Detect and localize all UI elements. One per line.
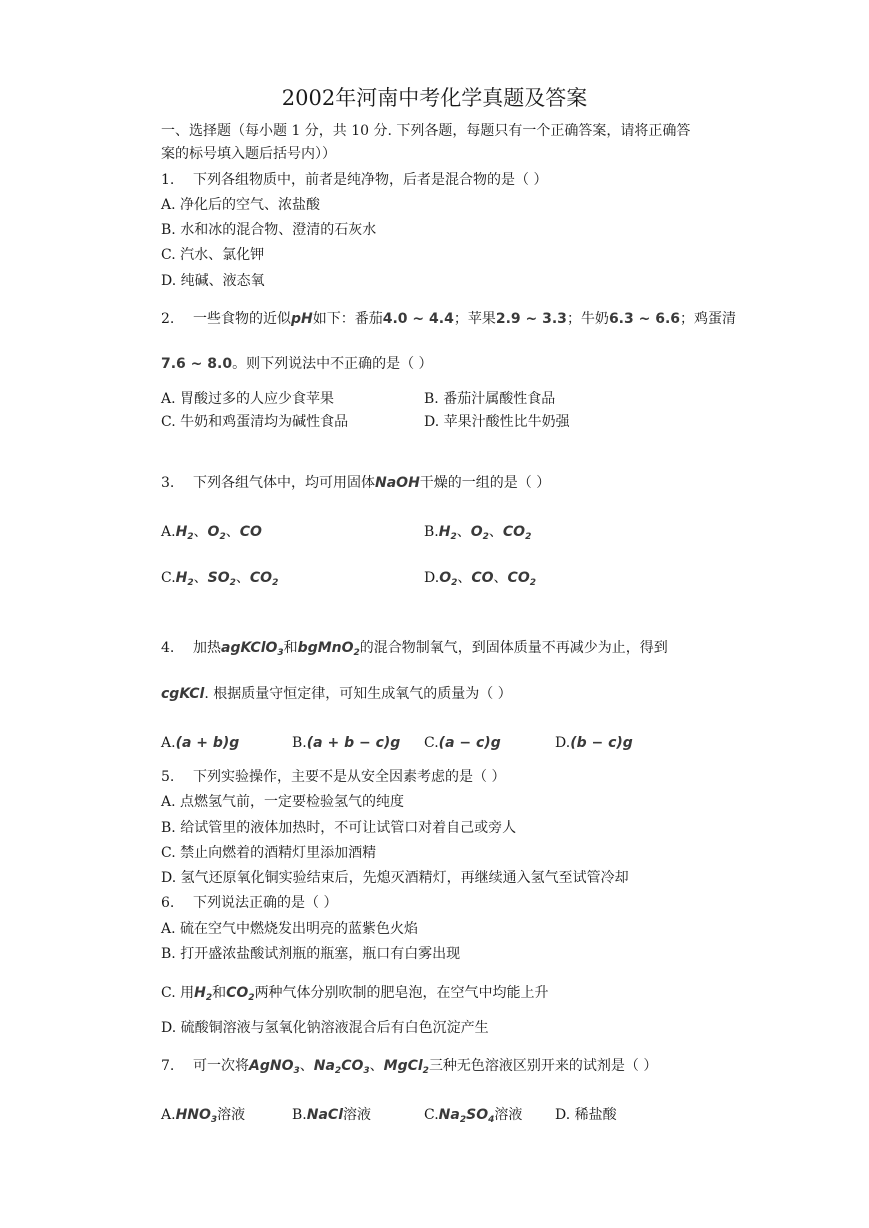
question-6-option-c: C. 用$H_2$和$CO_2$两种气体分别吹制的肥皂泡，在空气中均能上升 — [161, 985, 549, 1003]
question-4-option-a: A.(a + b)g — [161, 735, 240, 751]
question-7-option-a: $A.HNO_3$溶液 — [161, 1107, 246, 1125]
question-3-option-d: $D.O_2$、CO、$CO_2$ — [424, 570, 536, 588]
question-5-option-d: D. 氢气还原氧化铜实验结束后，先熄灭酒精灯，再继续通入氢气至试管冷却 — [161, 870, 629, 886]
apple-ph-range: 2.9 ~ 3.3 — [495, 311, 567, 327]
question-1-option-c: C. 汽水、氯化钾 — [161, 247, 265, 263]
question-number: 6. — [161, 895, 175, 911]
question-3-option-b: $B.H_2$、$O_2$、$CO_2$ — [424, 524, 532, 542]
naoh-formula: NaOH — [375, 475, 420, 491]
question-1-option-a: A. 净化后的空气、浓盐酸 — [161, 197, 321, 213]
question-3-option-c: $C.H_2$、$SO_2$、$CO_2$ — [161, 570, 279, 588]
question-3-stem: 3. 下列各组气体中，均可用固体NaOH干燥的一组的是（ ） — [161, 475, 551, 491]
question-5-option-a: A. 点燃氢气前，一定要检验氢气的纯度 — [161, 794, 405, 810]
question-4-option-d: D.(b − c)g — [555, 735, 633, 751]
question-2-option-c: C. 牛奶和鸡蛋清均为碱性食品 — [161, 414, 349, 430]
question-7-option-b: B.NaCl溶液 — [292, 1107, 371, 1123]
question-7-option-d: D. 稀盐酸 — [555, 1107, 617, 1123]
question-4-stem-line2: cgKCl. 根据质量守恒定律，可知生成氧气的质量为（ ） — [161, 686, 512, 702]
question-5-option-b: B. 给试管里的液体加热时，不可让试管口对着自己或旁人 — [161, 820, 517, 836]
question-5-stem: 5. 下列实验操作，主要不是从安全因素考虑的是（ ） — [161, 769, 506, 785]
question-6-option-d: D. 硫酸铜溶液与氢氧化钠溶液混合后有白色沉淀产生 — [161, 1020, 489, 1036]
question-2-option-a: A. 胃酸过多的人应少食苹果 — [161, 391, 335, 407]
question-number: 2. — [161, 311, 175, 327]
question-4-option-c: C.(a − c)g — [424, 735, 501, 751]
section-heading-line1: 一、选择题（每小题 1 分，共 10 分. 下列各题，每题只有一个正确答案，请将正确答 — [161, 123, 691, 139]
question-6-stem: 6. 下列说法正确的是（ ） — [161, 895, 338, 911]
question-number: 5. — [161, 769, 175, 785]
question-number: 3. — [161, 475, 175, 491]
egg-white-ph-range: 7.6 ~ 8.0 — [161, 356, 233, 372]
ph-formula: pH — [291, 311, 313, 327]
question-7-stem: 7. 可一次将AgNO$_3$、$Na_2CO_3$、MgCl$_2$三种无色溶液区别开来的试剂是（ ） — [161, 1058, 658, 1076]
question-6-option-a: A. 硫在空气中燃烧发出明亮的蓝紫色火焰 — [161, 921, 419, 937]
question-7-option-c: $C.Na_2SO_4$溶液 — [424, 1107, 523, 1125]
kcl-formula: cgKCl — [161, 686, 205, 702]
question-1-option-d: D. 纯碱、液态氧 — [161, 273, 265, 289]
question-2-option-b: B. 番茄汁属酸性食品 — [424, 391, 556, 407]
question-1-stem: 1. 下列各组物质中，前者是纯净物，后者是混合物的是（ ） — [161, 172, 548, 188]
question-6-option-b: B. 打开盛浓盐酸试剂瓶的瓶塞，瓶口有白雾出现 — [161, 946, 461, 962]
mno2-formula: bgMnO$_2$ — [297, 640, 360, 658]
question-2-option-d: D. 苹果汁酸性比牛奶强 — [424, 414, 570, 430]
tomato-ph-range: 4.0 ~ 4.4 — [382, 311, 454, 327]
milk-ph-range: 6.3 ~ 6.6 — [608, 311, 681, 327]
section-heading-line2: 案的标号填入题后括号内）） — [161, 146, 336, 162]
question-1-option-b: B. 水和冰的混合物、澄清的石灰水 — [161, 222, 377, 238]
question-4-option-b: B.(a + b − c)g — [292, 735, 401, 751]
question-3-option-a: $A.H_2$、$O_2$、CO — [161, 524, 262, 542]
question-4-stem-line1: 4. 加热agKClO$_3$和bgMnO$_2$的混合物制氧气，到固体质量不再减少为止，得到 — [161, 640, 668, 658]
question-2-stem-line2: 7.6 ~ 8.0。则下列说法中不正确的是（ ） — [161, 356, 433, 372]
question-number: 7. — [161, 1058, 175, 1074]
kclo3-formula: agKClO$_3$ — [221, 640, 284, 658]
question-number: 1. — [161, 172, 175, 188]
question-2-stem-line1: 2. 一些食物的近似pH如下：番茄4.0 ~ 4.4；苹果2.9 ~ 3.3；牛奶6.3 ~ 6.6；鸡蛋清 — [161, 311, 737, 327]
question-number: 4. — [161, 640, 175, 656]
question-5-option-c: C. 禁止向燃着的酒精灯里添加酒精 — [161, 845, 377, 861]
page-title: 2002年河南中考化学真题及答案 — [281, 86, 588, 110]
